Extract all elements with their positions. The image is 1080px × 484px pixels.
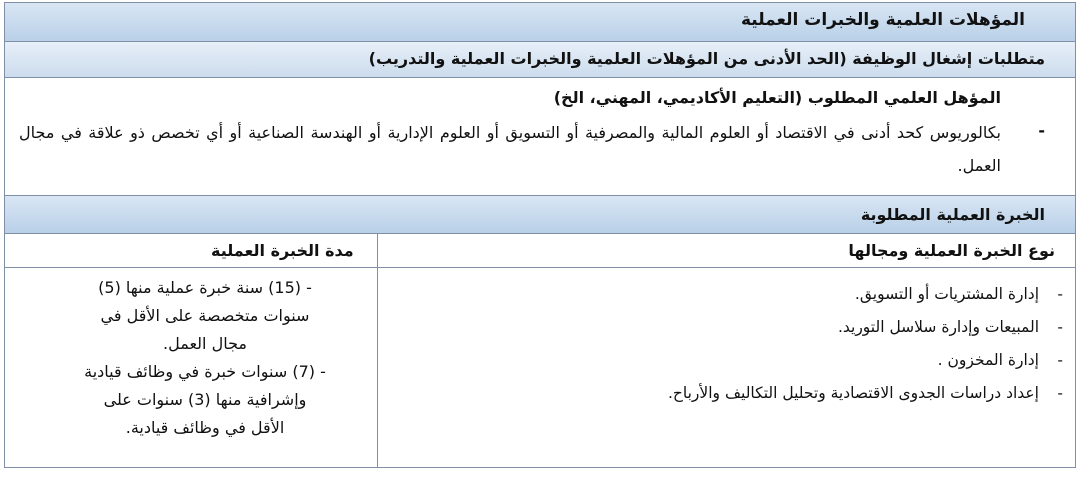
section-title: المؤهلات العلمية والخبرات العملية: [740, 10, 1025, 30]
experience-columns-header: [4, 234, 1076, 268]
section-title-row: [4, 2, 1076, 42]
experience-type-item: إدارة المخزون .: [937, 351, 1039, 369]
list-item: [668, 278, 1063, 311]
experience-type-item: المبيعات وإدارة سلاسل التوريد.: [837, 318, 1039, 336]
job-requirements-table: [4, 2, 1076, 480]
duration-line: - (15) سنة خبرة عملية منها (5): [98, 278, 312, 297]
column-divider: [377, 268, 378, 467]
duration-line: الأقل في وظائف قيادية.: [125, 418, 285, 437]
experience-type-header: نوع الخبرة العملية ومجالها: [848, 241, 1055, 260]
requirements-heading-row: [4, 42, 1076, 78]
experience-duration-text: [45, 274, 365, 442]
experience-type-list: [667, 278, 1063, 410]
experience-details-row: [4, 268, 1076, 468]
column-divider: [377, 234, 378, 267]
list-bullet: -: [1057, 384, 1063, 402]
duration-line: - (7) سنوات خبرة في وظائف قيادية: [84, 362, 326, 381]
experience-type-item: إعداد دراسات الجدوى الاقتصادية وتحليل التكاليف والأرباح.: [667, 384, 1039, 402]
duration-line: وإشرافية منها (3) سنوات على: [103, 390, 307, 409]
experience-duration-header: مدة الخبرة العملية: [211, 241, 354, 260]
qualification-bullet: -: [1038, 121, 1045, 140]
experience-type-item: إدارة المشتريات أو التسويق.: [854, 285, 1039, 303]
list-item: [668, 311, 1063, 344]
qualification-text: بكالوريوس كحد أدنى في الاقتصاد أو العلوم المالية والمصرفية أو التسويق أو العلوم الإدارية أو الهندسة الصناعية أو أي تخصص ذو علاقة في مجال العمل.: [19, 123, 1001, 175]
experience-heading-row: [4, 196, 1076, 234]
duration-line: مجال العمل.: [163, 334, 247, 353]
list-bullet: -: [1057, 318, 1063, 336]
duration-line: سنوات متخصصة على الأقل في: [100, 306, 310, 325]
qualification-heading: المؤهل العلمي المطلوب (التعليم الأكاديمي، المهني، الخ): [553, 88, 1001, 107]
experience-heading: الخبرة العملية المطلوبة: [860, 205, 1045, 224]
requirements-heading: متطلبات إشغال الوظيفة (الحد الأدنى من المؤهلات العلمية والخبرات العملية والتدريب): [368, 49, 1045, 68]
list-item: [668, 344, 1063, 377]
list-bullet: -: [1057, 285, 1063, 303]
list-bullet: -: [1057, 351, 1063, 369]
qualification-row: [4, 78, 1076, 196]
list-item: [667, 377, 1063, 410]
